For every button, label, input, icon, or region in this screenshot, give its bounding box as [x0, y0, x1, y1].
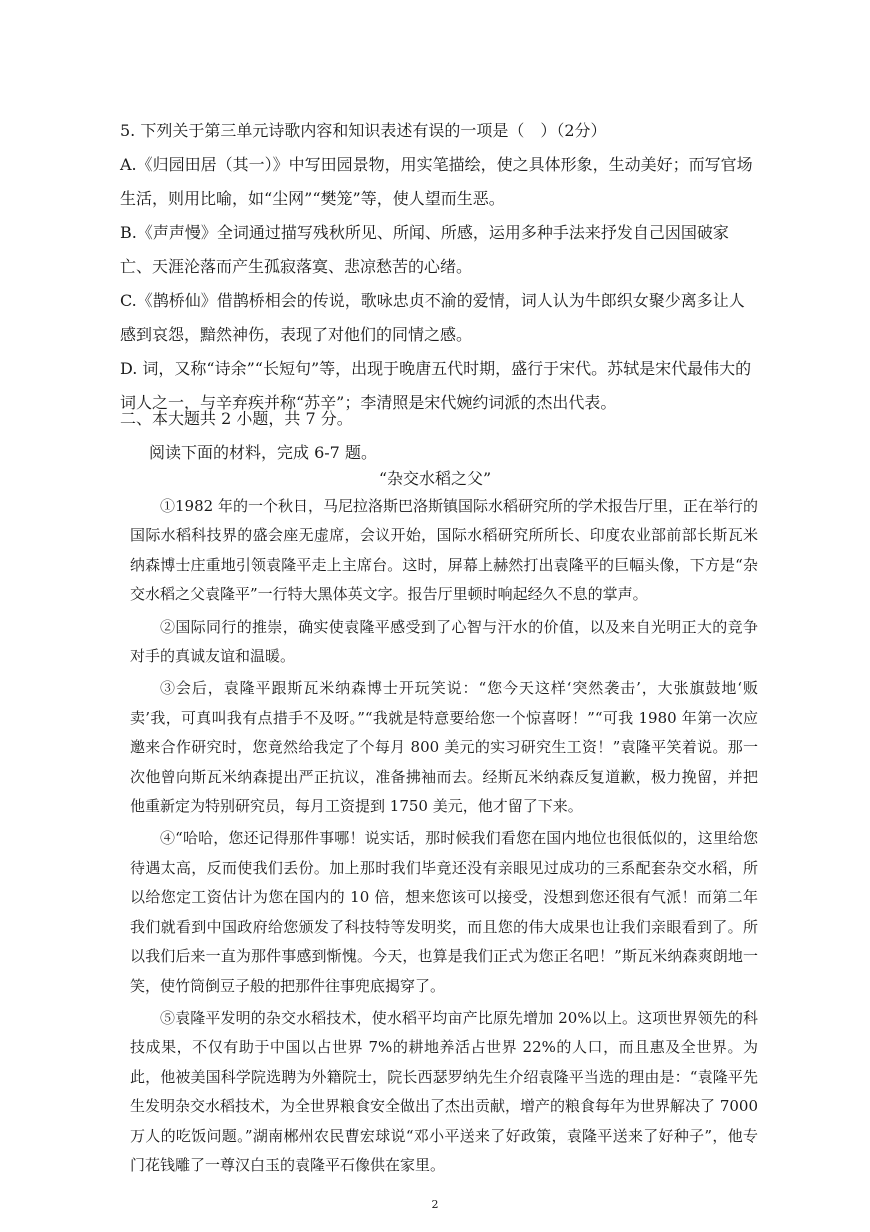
article-paragraph: ②国际同行的推崇，确实使袁隆平感受到了心智与汗水的价值，以及来自光明正大的竞争对手的真诚友谊和温暖。	[130, 617, 758, 666]
page-number: 2	[431, 1198, 439, 1211]
reading-instruction: 阅读下面的材料，完成 6-7 题。	[149, 443, 377, 462]
article-paragraph: ③会后，袁隆平跟斯瓦米纳森博士开玩笑说：“您今天这样‘突然袭击’，大张旗鼓地‘贩卖’我，可真叫我有点措手不及呀。”“我就是特意要给您一个惊喜呀！”“可我 1980 年第一次应邀来合作研究时，您竟然给我定了个每月 800 美元的实习研究生工资！”袁隆平笑着说。那一次他曾向斯瓦米纳森提出严正抗议，准备拂袖而去。经斯瓦米纳森反复道歉，极力挽留，并把他重新定为特别研究员，每月工资提到 1750 美元，他才留了下来。	[130, 679, 758, 816]
option-c: C.《鹊桥仙》借鹊桥相会的传说，歌咏忠贞不渝的爱情，词人认为牛郎织女聚少离多让人感到哀怨，黯然神伤，表现了对他们的同情之感。	[120, 291, 745, 344]
option-b: B.《声声慢》全词通过描写残秋所见、所闻、所感，运用多种手法来抒发自己因国破家亡、天涯沦落而产生孤寂落寞、悲凉愁苦的心绪。	[120, 223, 729, 276]
question-stem: 5. 下列关于第三单元诗歌内容和知识表述有误的一项是（ ）（2分）	[120, 121, 607, 140]
section-heading: 二、本大题共 2 小题，共 7 分。	[120, 409, 353, 428]
article-paragraph: ④“哈哈，您还记得那件事哪！说实话，那时候我们看您在国内地位也很低似的，这里给您待遇太高，反而使我们丢份。加上那时我们毕竟还没有亲眼见过成功的三系配套杂交水稻，所以给您定工资估计为您在国内的 10 倍，想来您该可以接受，没想到您还很有气派！而第二年我们就看到中国政府给您颁发了科技特等发明奖，而且您的伟大成果也让我们亲眼看到了。所以我们后来一直为那件事感到惭愧。今天，也算是我们正式为您正名吧！”斯瓦米纳森爽朗地一笑，使竹筒倒豆子般的把那件往事兜底揭穿了。	[130, 829, 758, 995]
option-d: D. 词，又称“诗余”“长短句”等，出现于晚唐五代时期，盛行于宋代。苏轼是宋代最伟大的词人之一，与辛弃疾并称“苏辛”；李清照是宋代婉约词派的杰出代表。	[120, 359, 752, 412]
article-paragraph: ①1982 年的一个秋日，马尼拉洛斯巴洛斯镇国际水稻研究所的学术报告厅里，正在举行的国际水稻科技界的盛会座无虚席，会议开始，国际水稻研究所所长、印度农业部前部长斯瓦米纳森博士庄重地引领袁隆平走上主席台。这时，屏幕上赫然打出袁隆平的巨幅头像，下方是“杂交水稻之父袁隆平”一行特大黑体英文字。报告厅里顿时响起经久不息的掌声。	[130, 497, 758, 604]
article-paragraph: ⑤袁隆平发明的杂交水稻技术，使水稻平均亩产比原先增加 20%以上。这项世界领先的科技成果，不仅有助于中国以占世界 7%的耕地养活占世界 22%的人口，而且惠及全世界。为此，他被美国科学院选聘为外籍院士，院长西瑟罗纳先生介绍袁隆平当选的理由是：“袁隆平先生发明杂交水稻技术，为全世界粮食安全做出了杰出贡献，增产的粮食每年为世界解决了 7000 万人的吃饭问题。”湖南郴州农民曹宏球说“邓小平送来了好政策，袁隆平送来了好种子”，他专门花钱雕了一尊汉白玉的袁隆平石像供在家里。	[130, 1008, 758, 1174]
option-a: A.《归园田居（其一）》中写田园景物，用实笔描绘，使之具体形象，生动美好；而写官场生活，则用比喻，如“尘网”“樊笼”等，使人望而生恶。	[120, 155, 753, 208]
question-5	[120, 114, 760, 420]
article-title: “杂交水稻之父”	[378, 469, 492, 488]
article-body	[130, 492, 758, 1183]
